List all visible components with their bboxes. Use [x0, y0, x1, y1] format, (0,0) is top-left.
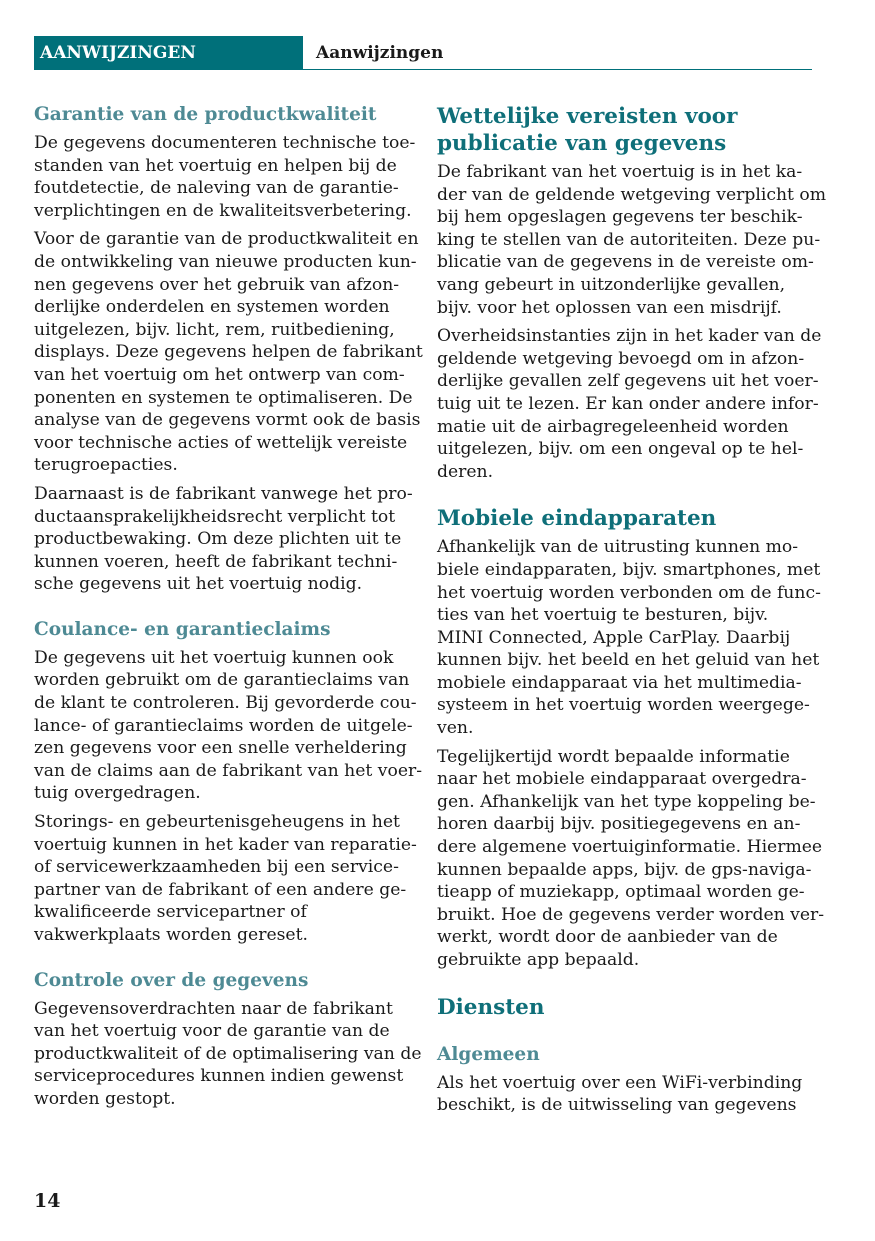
section-tab: AANWIJZINGEN — [34, 36, 303, 70]
paragraph — [34, 811, 419, 947]
text-line: bruikt. Hoe de gegevens verder worden ver- — [437, 904, 825, 925]
text-line: gebruikte app bepaald. — [437, 950, 640, 970]
text-line: Mobiele eindapparaten — [437, 506, 717, 532]
text-line: tieapp of muziekapp, optimaal worden ge- — [437, 882, 805, 903]
text-line: Garantie van de productkwaliteit — [34, 104, 377, 125]
text-line: De fabrikant van het voertuig is in het ka- — [437, 162, 803, 182]
text-line: lance- of garantieclaims worden de uitgele- — [34, 715, 413, 736]
text-line: deren. — [437, 461, 494, 482]
text-line: vang gebeurt in uitzonderlijke gevallen, — [437, 274, 786, 295]
text-line: derlijke onderdelen en systemen worden — [34, 297, 390, 318]
paragraph — [34, 228, 423, 477]
text-line: Algemeen — [437, 1043, 540, 1065]
text-line: Voor de garantie van de productkwaliteit en — [34, 229, 419, 250]
text-line: uitgelezen, bijv. licht, rem, ruitbediening, — [34, 319, 395, 340]
text-line: Afhankelijk van de uitrusting kunnen mo- — [437, 537, 799, 558]
text-line: partner van de fabrikant of een andere ge- — [34, 879, 407, 900]
text-line: matie uit de airbagregeleenheid worden — [437, 416, 789, 437]
text-line: worden gestopt. — [34, 1088, 176, 1109]
paragraph — [437, 536, 822, 739]
text-line: van het voertuig voor de garantie van de — [34, 1021, 390, 1042]
text-line: werkt, wordt door de aanbieder van de — [437, 927, 778, 948]
text-line: terugroepacties. — [34, 455, 178, 476]
text-line: sche gegevens uit het voertuig nodig. — [34, 574, 363, 595]
text-line: vakwerkplaats worden gereset. — [34, 925, 308, 945]
running-header-title: Aanwijzingen — [316, 43, 444, 63]
text-line: mobiele eindapparaat via het multimedia- — [437, 672, 802, 693]
text-line: Coulance- en garantieclaims — [34, 618, 331, 640]
text-line: kunnen bepaalde apps, bijv. de gps-naviga- — [437, 859, 812, 880]
text-line: kwalificeerde servicepartner of — [34, 902, 307, 923]
text-line: Als het voertuig over een WiFi-verbinding — [437, 1072, 803, 1093]
paragraph — [34, 132, 419, 222]
text-line: uitgelezen, bijv. om een ongeval op te hel- — [437, 439, 804, 460]
subsection-heading — [437, 1043, 822, 1067]
text-line: displays. Deze gegevens helpen de fabrikant — [34, 342, 423, 363]
paragraph — [34, 483, 419, 596]
text-line: het voertuig worden verbonden om de func- — [437, 582, 821, 603]
section-heading — [437, 994, 822, 1021]
text-line: biele eindapparaten, bijv. smartphones, met — [437, 559, 821, 580]
text-line: foutdetectie, de naleving van de garantie- — [34, 178, 399, 199]
text-line: horen daarbij bijv. positiegegevens en an- — [437, 814, 801, 835]
text-line: productkwaliteit of de optimalisering van de — [34, 1043, 422, 1064]
text-line: productbewaking. Om deze plichten uit te — [34, 529, 402, 550]
text-line: dere algemene voertuiginformatie. Hiermee — [437, 837, 823, 858]
paragraph — [34, 998, 422, 1111]
text-line: tuig overgedragen. — [34, 783, 201, 804]
text-line: MINI Connected, Apple CarPlay. Daarbij — [437, 627, 791, 648]
text-line: De gegevens documenteren technische toe- — [34, 133, 416, 153]
section-heading — [437, 103, 822, 157]
text-line: nen gegevens over het gebruik van afzon- — [34, 274, 400, 295]
text-line: derlijke gevallen zelf gegevens uit het voer- — [437, 371, 819, 392]
text-line: geldende wetgeving bevoegd om in afzon- — [437, 348, 805, 369]
section-heading — [437, 505, 822, 532]
text-line: voertuig kunnen in het kader van reparatie- — [34, 834, 417, 855]
header-rule — [303, 69, 812, 70]
text-line: van het voertuig om het ontwerp van com- — [34, 364, 405, 385]
text-line: Overheidsinstanties zijn in het kader van de — [437, 326, 822, 347]
text-line: king te stellen van de autoriteiten. Deze pu- — [437, 229, 821, 250]
text-line: beschikt, is de uitwisseling van gegevens — [437, 1095, 797, 1116]
text-line: Tegelijkertijd wordt bepaalde informatie — [437, 746, 790, 767]
text-line: de klant te controleren. Bij gevorderde cou- — [34, 693, 417, 714]
text-line: naar het mobiele eindapparaat overgedra- — [437, 769, 807, 790]
text-line: Controle over de gegevens — [34, 969, 309, 991]
text-line: bijv. voor het oplossen van een misdrijf. — [437, 297, 782, 318]
paragraph — [437, 1072, 822, 1117]
left-column — [34, 103, 423, 1117]
text-line: tuig uit te lezen. Er kan onder andere infor- — [437, 393, 819, 414]
text-line: der van de geldende wetgeving verplicht om — [437, 184, 827, 205]
subsection-heading — [34, 618, 419, 642]
text-line: analyse van de gegevens vormt ook de basis — [34, 410, 421, 431]
text-line: systeem in het voertuig worden weergege- — [437, 695, 810, 716]
paragraph — [437, 746, 825, 972]
text-line: of servicewerkzaamheden bij een service- — [34, 857, 399, 878]
text-line: Daarnaast is de fabrikant vanwege het pro- — [34, 483, 413, 504]
text-line: de ontwikkeling van nieuwe producten kun- — [34, 251, 417, 272]
text-line: voor technische acties of wettelijk vereiste — [34, 432, 408, 453]
text-line: blicatie van de gegevens in de vereiste om- — [437, 252, 814, 273]
text-line: publicatie van gegevens — [437, 131, 727, 156]
text-line: bij hem opgeslagen gegevens ter beschik- — [437, 207, 803, 228]
text-line: ven. — [437, 718, 474, 739]
text-line: Diensten — [437, 994, 545, 1020]
text-line: gen. Afhankelijk van het type koppeling be- — [437, 791, 816, 812]
right-column — [437, 103, 827, 1123]
text-line: Wettelijke vereisten voor — [437, 104, 738, 129]
text-line: verplichtingen en de kwaliteitsverbetering. — [34, 200, 412, 221]
paragraph — [437, 325, 822, 483]
text-line: standen van het voertuig en helpen bij de — [34, 155, 397, 176]
text-line: ponenten en systemen te optimaliseren. De — [34, 387, 413, 408]
paragraph — [437, 161, 827, 319]
text-line: van de claims aan de fabrikant van het voer- — [34, 760, 423, 781]
text-line: zen gegevens voor een snelle verheldering — [34, 738, 407, 759]
text-line: ties van het voertuig te besturen, bijv. — [437, 605, 769, 626]
paragraph — [34, 647, 423, 805]
text-line: ductaansprakelijkheidsrecht verplicht tot — [34, 506, 396, 527]
subsection-heading — [34, 969, 419, 993]
text-line: worden gebruikt om de garantieclaims van — [34, 670, 410, 691]
text-line: De gegevens uit het voertuig kunnen ook — [34, 647, 394, 668]
text-line: kunnen bijv. het beeld en het geluid van het — [437, 650, 820, 671]
page-number: 14 — [34, 1190, 61, 1212]
text-line: serviceprocedures kunnen indien gewenst — [34, 1066, 404, 1087]
subsection-heading — [34, 103, 419, 127]
text-line: Gegevensoverdrachten naar de fabrikant — [34, 998, 393, 1019]
text-line: Storings- en gebeurtenisgeheugens in het — [34, 812, 400, 833]
text-line: kunnen voeren, heeft de fabrikant techni- — [34, 551, 398, 572]
